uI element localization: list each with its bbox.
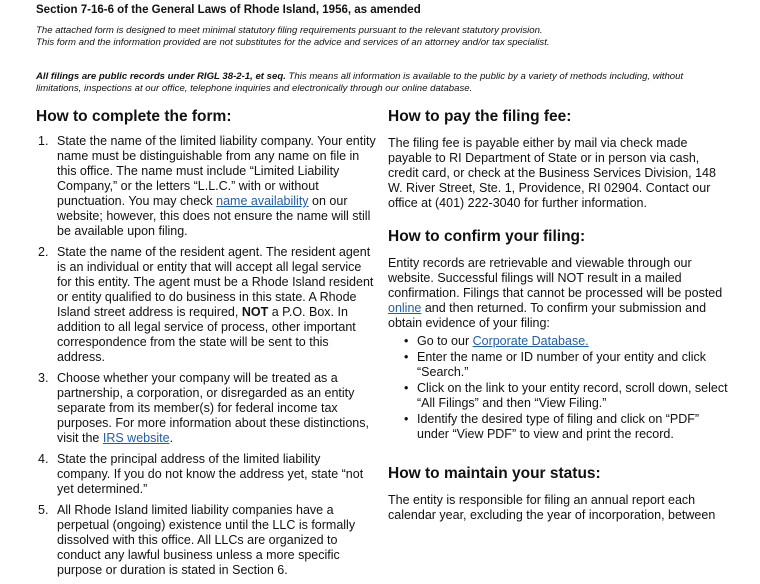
bullet-text: Enter the name or ID number of your entity and click “Search.” — [417, 350, 707, 379]
maintain-status-heading: How to maintain your status: — [388, 465, 601, 482]
step-text: State the name of the resident agent. The resident agent is an individual or entity that will accept all legal service for this entity. The agent must be a Rhode Island resident or entity qualified to do business in this state. A Rhode Island street address is required, — [57, 245, 374, 319]
corporate-database-link[interactable]: Corporate Database. — [472, 334, 589, 348]
step-number: 4. — [38, 452, 49, 466]
step-text: a P.O. Box. In addition to all legal service of process, other important correspondence from the state will be sent to this address. — [57, 305, 356, 364]
step-number: 2. — [38, 245, 49, 259]
list-item — [404, 412, 728, 442]
name-availability-link[interactable]: name availability — [216, 194, 309, 208]
list-item — [404, 350, 728, 380]
complete-form-heading: How to complete the form: — [36, 108, 232, 125]
steps-list — [36, 134, 376, 578]
step-text: State the name of the limited liability company. Your entity name must be distinguishable from any name on file in this office. The name must include “Limited Liability Company,” or the letters “L.L.C.” with or without punctuation. You may check — [57, 134, 376, 208]
list-item — [404, 381, 728, 411]
bullet-icon: • — [404, 334, 409, 348]
section-title: Section 7-16-6 of the General Laws of Rhode Island, 1956, as amended — [36, 4, 421, 16]
step-text: . — [169, 431, 174, 445]
step-number: 3. — [38, 371, 49, 385]
bullet-icon: • — [404, 412, 409, 426]
irs-website-link[interactable]: IRS website — [102, 431, 170, 445]
right-column — [388, 107, 728, 523]
confirm-text-part: Entity records are retrievable and viewable through our website. Successful filings will NOT result in a mailed confirmation. Filings that cannot be processed will be posted — [388, 256, 723, 300]
confirm-text-part: and then returned. To confirm your submission and obtain evidence of your filing: — [388, 301, 707, 330]
bullet-icon: • — [404, 381, 409, 395]
maintain-status-text: The entity is responsible for filing an annual report each calendar year, excluding the year of incorporation, between — [388, 493, 716, 522]
step-item — [36, 503, 376, 578]
step-item — [36, 134, 376, 239]
public-records-bold: All filings are public records under RIGL 38-2-1, et seq. — [36, 71, 286, 82]
bullet-text: Identify the desired type of filing and click on “PDF” under “View PDF” to view and print the record. — [417, 412, 700, 441]
step-item — [36, 371, 376, 446]
step-item — [36, 452, 376, 497]
pay-fee-heading: How to pay the filing fee: — [388, 108, 572, 125]
step-bold-text: NOT — [241, 305, 269, 319]
intro-text — [36, 25, 726, 49]
intro-line-1: The attached form is designed to meet minimal statutory filing requirements pursuant to the relevant statutory provision. — [36, 25, 543, 36]
online-link[interactable]: online — [388, 301, 422, 315]
pay-fee-text: The filing fee is payable either by mail via check made payable to RI Department of State or in person via cash, credit card, or check at the Business Services Division, 148 W. River Street, Ste. 1, Providence, RI 02904. Contact our office at (401) 222-3040 for further information. — [388, 136, 716, 210]
step-text: on our website; however, this does not ensure the name will still be available upon filing. — [57, 194, 371, 238]
step-item — [36, 245, 376, 365]
step-number: 1. — [38, 134, 49, 148]
intro-line-2: This form and the information provided are not substitutes for the advice and services of an attorney and/or tax specialist. — [36, 37, 550, 48]
bullet-text: Click on the link to your entity record, scroll down, select “All Filings” and then “View Filing.” — [417, 381, 728, 410]
step-text: State the principal address of the limited liability company. If you do not know the address yet, state “not yet determined.” — [57, 452, 364, 496]
confirm-filing-heading: How to confirm your filing: — [388, 228, 586, 245]
left-column — [36, 107, 376, 584]
document-header — [36, 4, 726, 95]
public-records-notice — [36, 71, 726, 95]
step-text: All Rhode Island limited liability companies have a perpetual (ongoing) existence until the LLC is formally dissolved with this office. All LLCs are organized to conduct any lawful business unless a more specific purpose or duration is stated in Section 6. — [57, 503, 356, 577]
step-text: Choose whether your company will be treated as a partnership, a corporation, or disregarded as an entity separate from its member(s) for federal income tax purposes. For more information about these distinctions, visit the — [57, 371, 369, 445]
public-records-rest: This means all information is available to the public by a variety of methods including, without limitations, inspections at our office, telephone inquiries and electronically through our online database. — [36, 71, 684, 94]
list-item — [404, 334, 728, 349]
bullet-text: Go to our — [417, 334, 473, 348]
bullet-icon: • — [404, 350, 409, 364]
step-number: 5. — [38, 503, 49, 517]
confirm-filing-text — [388, 256, 728, 331]
confirm-steps-list — [388, 334, 728, 442]
